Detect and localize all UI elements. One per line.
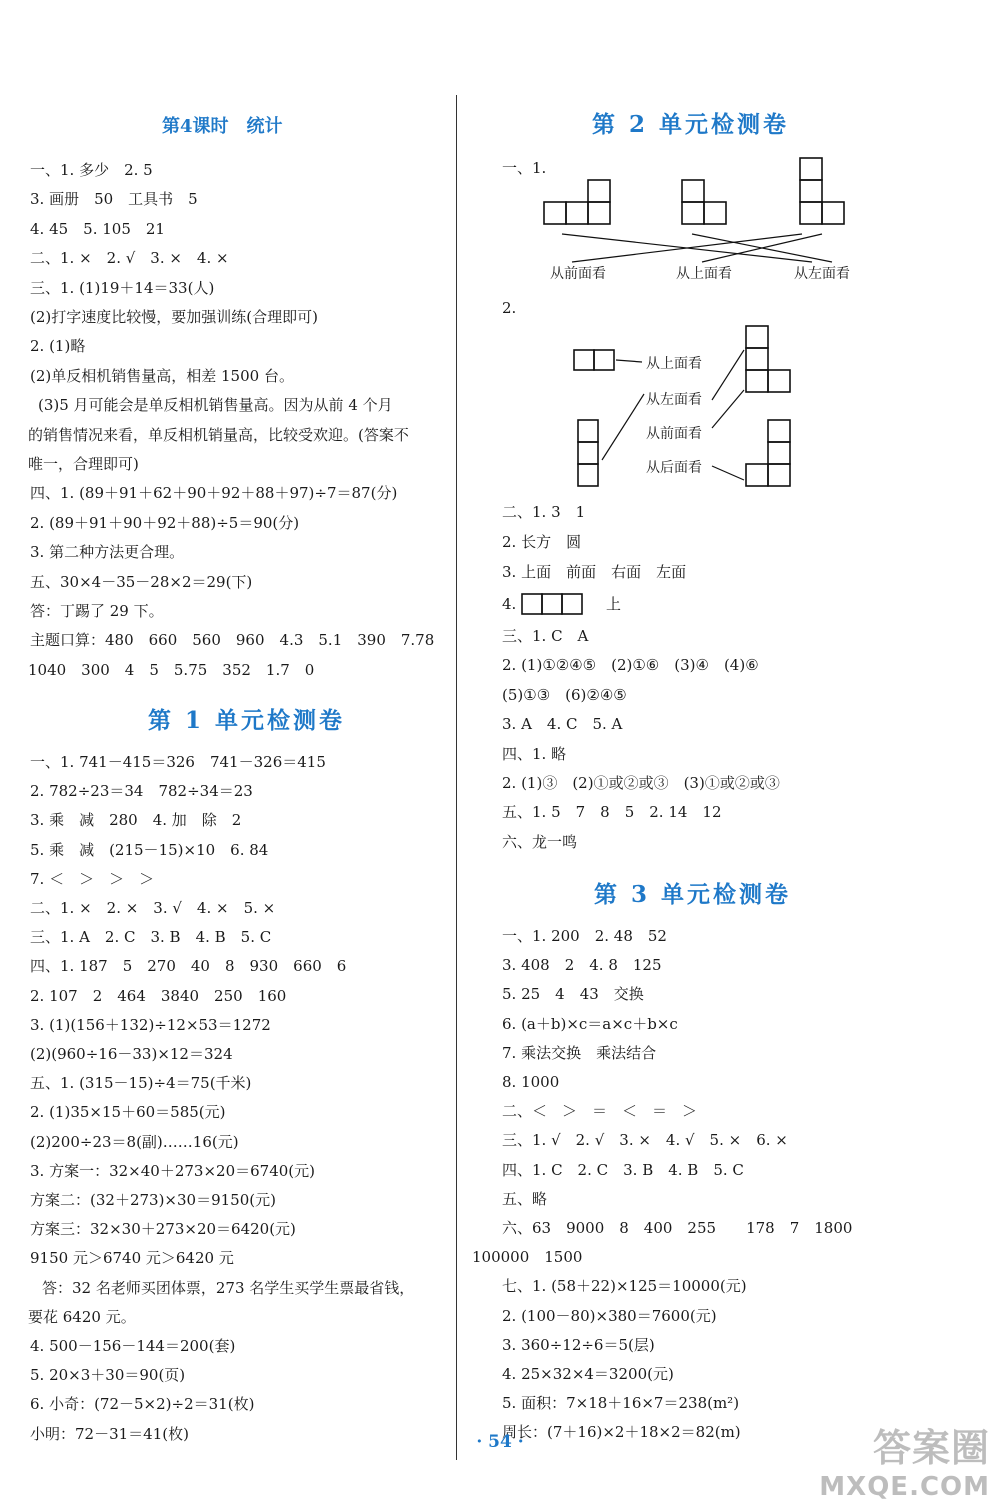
answer-line: 3. 408 2 4. 8 125 — [502, 956, 662, 975]
answer-line: 3. (1)(156＋132)÷12×53＝1272 — [30, 1015, 271, 1034]
answer-line: 7. 乘法交换 乘法结合 — [502, 1043, 657, 1062]
q1-match-line — [702, 234, 822, 262]
answer-line: (5)①③ (6)②④⑤ — [502, 685, 627, 704]
answer-line: 9150 元＞6740 元＞6420 元 — [30, 1249, 234, 1268]
q1-figure-left-view — [800, 158, 844, 224]
q4-label: 4. — [502, 595, 517, 613]
answer-line: 3. 上面 前面 右面 左面 — [502, 563, 687, 581]
q2-figure-two-squares — [574, 350, 614, 370]
answer-line: 四、1. (89＋91＋62＋90＋92＋88＋97)÷7＝87(分) — [30, 484, 398, 503]
answer-line: 五、1. (315－15)÷4＝75(千米) — [30, 1074, 252, 1093]
section-title-unit3: 第 3 单元检测卷 — [594, 881, 792, 908]
answer-line: 一、1. 741－415＝326 741－326＝415 — [30, 753, 326, 771]
answer-line: 7. ＜ ＞ ＞ ＞ — [30, 869, 155, 888]
watermark-bottom: MXQE.COM — [819, 1472, 990, 1502]
q2-view-label-back: 从后面看 — [646, 460, 702, 476]
column-divider — [456, 95, 457, 1460]
answer-line: 三、1. (1)19＋14＝33(人) — [30, 278, 215, 297]
answer-line: (3)5 月可能会是单反相机销售量高。因为从前 4 个月 — [38, 396, 393, 415]
answer-line: 一、1. 200 2. 48 52 — [502, 927, 667, 945]
answer-line: 二、1. × 2. × 3. √ 4. × 5. × — [30, 899, 276, 917]
answer-line: 二、1. × 2. √ 3. × 4. × — [30, 249, 229, 268]
answer-line: 6. 小奇：(72－5×2)÷2＝31(枚) — [30, 1395, 255, 1414]
q1-figure-front-view — [544, 180, 610, 224]
answer-line: 五、30×4－35－28×2＝29(下) — [30, 572, 253, 591]
answer-line: 方案二：(32＋273)×30＝9150(元) — [30, 1191, 276, 1209]
answer-line: 6. (a＋b)×c＝a×c＋b×c — [502, 1014, 678, 1033]
q1-view-matching-diagram — [532, 150, 952, 290]
q4-answer: 上 — [606, 595, 622, 613]
answer-line: 四、1. C 2. C 3. B 4. B 5. C — [502, 1160, 744, 1179]
q1-view-label-left: 从左面看 — [794, 266, 850, 282]
answer-line: 3. 360÷12÷6＝5(层) — [502, 1335, 655, 1354]
answer-line: 四、1. 187 5 270 40 8 930 660 6 — [30, 957, 347, 976]
answer-line: 4. 500－156－144＝200(套) — [30, 1337, 236, 1355]
answer-line: 5. 20×3＋30＝90(页) — [30, 1366, 186, 1385]
answer-line: 五、略 — [502, 1189, 548, 1208]
answer-line: 四、1. 略 — [502, 744, 567, 763]
answer-line: 2. (1)35×15＋60＝585(元) — [30, 1103, 226, 1122]
q2-figure-column — [578, 420, 598, 486]
answer-line: 二、1. 3 1 — [502, 503, 586, 521]
q1-view-label-front: 从前面看 — [550, 266, 606, 282]
answer-line: 答：32 名老师买团体票，273 名学生买学生票最省钱， — [42, 1278, 415, 1297]
answer-line: 六、龙一鸣 — [502, 832, 578, 851]
q2-view-label-left: 从左面看 — [646, 392, 702, 408]
answer-line: (2)单反相机销售量高，相差 1500 台。 — [30, 366, 294, 385]
answer-line: 答：丁踢了 29 下。 — [30, 602, 164, 620]
answer-line: 要花 6420 元。 — [28, 1307, 136, 1326]
answer-line: 3. A 4. C 5. A — [502, 715, 623, 734]
answer-line: 100000 1500 — [472, 1248, 583, 1267]
answer-line: 4. 45 5. 105 21 — [30, 219, 165, 238]
answer-line: 三、1. √ 2. √ 3. × 4. √ 5. × 6. × — [502, 1131, 788, 1150]
answer-line: (2)200÷23＝8(副)……16(元) — [30, 1132, 239, 1151]
answer-line: 1040 300 4 5 5.75 352 1.7 0 — [28, 660, 315, 679]
answer-line: 2. (1)③ (2)①或②或③ (3)①或②或③ — [502, 774, 780, 792]
answer-line: 3. 第二种方法更合理。 — [30, 543, 185, 562]
q2-view-label-top: 从上面看 — [646, 356, 702, 372]
answer-line: 一、1. 多少 2. 5 — [30, 161, 153, 179]
answer-line: 二、＜ ＞ ＝ ＜ ＝ ＞ — [502, 1102, 698, 1121]
answer-line: 4. 25×32×4＝3200(元) — [502, 1365, 674, 1383]
answer-line: 六、63 9000 8 400 255 178 7 1800 — [502, 1219, 853, 1237]
answer-line: 方案三：32×30＋273×20＝6420(元) — [30, 1220, 296, 1239]
q2-figure-step-shape — [746, 420, 790, 486]
page-number: · 54 · — [476, 1432, 524, 1452]
answer-line: 3. 画册 50 工具书 5 — [30, 190, 198, 209]
answer-line: 2. (1)①②④⑤ (2)①⑥ (3)④ (4)⑥ — [502, 656, 759, 675]
answer-line: 七、1. (58＋22)×125＝10000(元) — [502, 1277, 747, 1296]
answer-line: 主题口算：480 660 560 960 4.3 5.1 390 7.78 — [30, 631, 435, 650]
answer-line: 五、1. 5 7 8 5 2. 14 12 — [502, 803, 722, 822]
answer-line: 2. (89＋91＋90＋92＋88)÷5＝90(分) — [30, 513, 300, 532]
answer-line: 5. 25 4 43 交换 — [502, 985, 644, 1004]
answer-line: 2. 782÷23＝34 782÷34＝23 — [30, 782, 253, 801]
answer-line: 5. 面积：7×18＋16×7＝238(m²) — [502, 1394, 740, 1413]
section-title-unit1: 第 1 单元检测卷 — [148, 707, 346, 734]
answer-line: 3. 方案一：32×40＋273×20＝6740(元) — [30, 1161, 315, 1180]
answer-line: 小明：72－31＝41(枚) — [30, 1424, 189, 1443]
answer-line: 2. 长方 圆 — [502, 533, 582, 551]
q1-figure-top-view — [682, 180, 726, 224]
watermark-logo — [819, 1417, 990, 1502]
q2-label: 2. — [502, 299, 517, 317]
q4-three-squares-figure — [520, 592, 590, 616]
q1-match-line — [572, 234, 802, 262]
answer-line: (2)(960÷16－33)×12＝324 — [30, 1045, 233, 1063]
answer-line: 2. 107 2 464 3840 250 160 — [30, 986, 287, 1005]
answer-line: 2. (100－80)×380＝7600(元) — [502, 1306, 717, 1325]
q2-view-label-front: 从前面看 — [646, 426, 702, 442]
answer-line: 三、1. C A — [502, 627, 589, 645]
answer-line: 唯一，合理即可) — [28, 455, 139, 473]
watermark-top: 答案圈 — [872, 1426, 990, 1470]
section-title-lesson4: 第4课时 统计 — [162, 116, 283, 137]
q2-view-matching-diagram — [562, 320, 802, 495]
answer-line: 周长：(7＋16)×2＋18×2＝82(m) — [502, 1423, 741, 1442]
answer-line: 8. 1000 — [502, 1073, 560, 1091]
answer-line: 3. 乘 减 280 4. 加 除 2 — [30, 811, 242, 830]
q1-view-label-top: 从上面看 — [676, 266, 732, 282]
q2-figure-l-shape — [746, 326, 790, 392]
q1-label: 一、1. — [502, 159, 547, 177]
section-title-unit2: 第 2 单元检测卷 — [592, 111, 790, 138]
answer-line: 5. 乘 减 (215－15)×10 6. 84 — [30, 840, 269, 859]
answer-line: 2. (1)略 — [30, 337, 86, 356]
answer-line: (2)打字速度比较慢，要加强训练(合理即可) — [30, 308, 318, 326]
answer-line: 三、1. A 2. C 3. B 4. B 5. C — [30, 928, 272, 947]
answer-line: 的销售情况来看，单反相机销量高，比较受欢迎。(答案不 — [28, 425, 409, 444]
